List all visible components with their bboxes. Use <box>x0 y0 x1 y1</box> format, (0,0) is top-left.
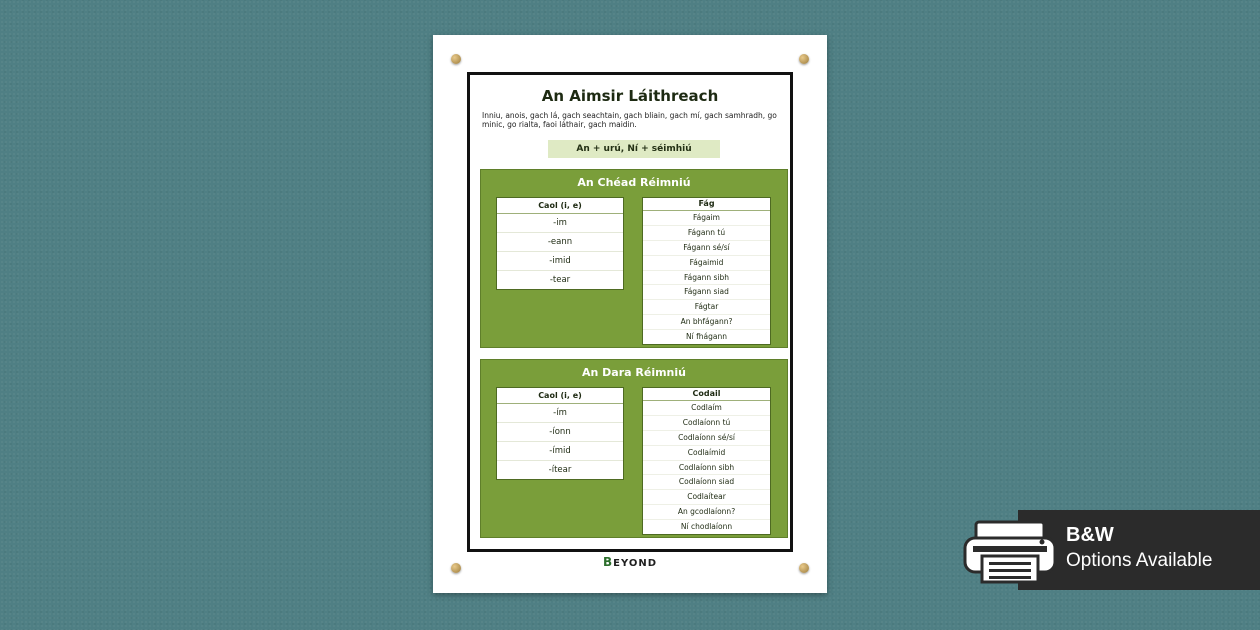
pin-icon <box>799 54 809 64</box>
verb-form: Codlaíonn sé/sí <box>643 431 770 446</box>
verb-header: Fág <box>643 198 770 211</box>
endings-table <box>496 387 624 480</box>
verb-form: Codlaím <box>643 401 770 416</box>
ending-row: -imid <box>497 252 623 271</box>
verb-form: Codlaímid <box>643 446 770 461</box>
verb-form: Codlaítear <box>643 490 770 505</box>
logo-text: EYOND <box>613 558 658 569</box>
verb-form: Ní chodlaíonn <box>680 522 733 532</box>
printer-icon <box>962 518 1058 584</box>
ending-row: -eann <box>497 233 623 252</box>
verb-form: An bhfágann? <box>643 315 770 330</box>
verb-form: Fágann siad <box>643 285 770 300</box>
verb-table <box>642 387 771 535</box>
section-title: An Dara Réimniú <box>581 366 686 379</box>
ending-row: -íonn <box>497 423 623 442</box>
endings-header: Caol (i, e) <box>497 198 623 214</box>
poster <box>433 35 827 593</box>
section-first-conjugation <box>480 169 788 348</box>
endings-header: Caol (i, e) <box>497 388 623 404</box>
badge-title: B&W <box>1066 524 1114 546</box>
verb-form: Codlaíonn siad <box>643 475 770 490</box>
verb-form: Ní fhágann <box>686 332 727 342</box>
verb-header: Codail <box>643 388 770 401</box>
section-second-conjugation <box>480 359 788 538</box>
rule-label: An + urú, Ní + séimhiú <box>548 140 720 158</box>
badge-subtitle: Options Available <box>1066 550 1213 571</box>
endings-table <box>496 197 624 290</box>
verb-form: Fágann sibh <box>643 271 770 286</box>
ending-row: -ímid <box>497 442 623 461</box>
beyond-logo <box>433 555 827 569</box>
section-title: An Chéad Réimniú <box>577 176 691 189</box>
time-phrases: Inniu, anois, gach lá, gach seachtain, gach bliain, gach mí, gach samhradh, go minic, go rialta, faoi láthair, gach maidin. <box>482 111 777 129</box>
verb-table <box>642 197 771 345</box>
logo-mark: B <box>602 555 614 569</box>
verb-form: Fágann sé/sí <box>643 241 770 256</box>
poster-title: An Aimsir Láithreach <box>541 87 719 105</box>
poster-frame <box>467 72 793 552</box>
verb-form: Codlaíonn sibh <box>643 461 770 476</box>
ending-row: -tear <box>549 275 571 285</box>
verb-form: Fágaimid <box>643 256 770 271</box>
ending-row: -ítear <box>548 465 572 475</box>
ending-row: -im <box>497 214 623 233</box>
ending-row: -ím <box>497 404 623 423</box>
pin-icon <box>451 54 461 64</box>
verb-form: Fágaim <box>643 211 770 226</box>
verb-form: Fágann tú <box>643 226 770 241</box>
verb-form: Codlaíonn tú <box>643 416 770 431</box>
verb-form: An gcodlaíonn? <box>643 505 770 520</box>
verb-form: Fágtar <box>643 300 770 315</box>
